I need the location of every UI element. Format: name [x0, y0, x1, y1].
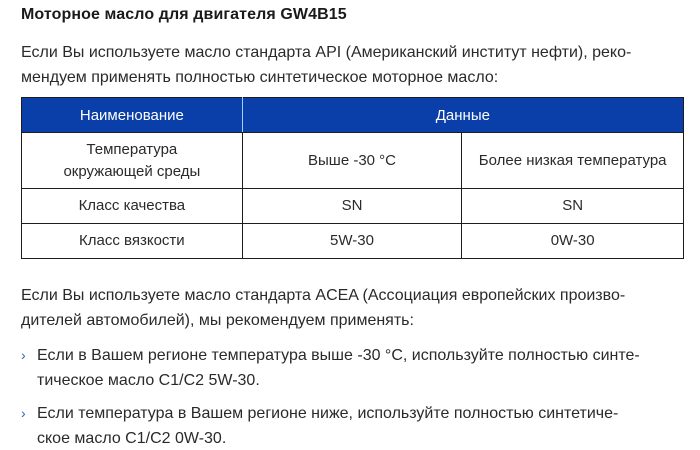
table-row: [22, 224, 684, 259]
api-intro-line-1: Если Вы используете масло стандарта API (Американский институт нефти), реко-: [21, 44, 632, 61]
api-intro-paragraph: [21, 40, 691, 90]
row-label-viscosity: Класс вязкости: [22, 224, 243, 259]
cell-viscosity-above: 5W-30: [242, 224, 462, 259]
cell-viscosity-lower: 0W-30: [462, 224, 684, 259]
header-name: Наименование: [22, 98, 243, 133]
acea-intro-paragraph: [21, 283, 691, 333]
cell-temp-above: Выше -30 °C: [242, 133, 462, 189]
table-header-row: [22, 98, 684, 133]
table-row: [22, 189, 684, 224]
list-item: [21, 401, 691, 450]
row-label-quality: Класс качества: [22, 189, 243, 224]
oil-spec-table: [21, 97, 684, 259]
header-data: Данные: [242, 98, 683, 133]
chevron-right-icon: ›: [21, 405, 26, 421]
bullet-1-line-1: Если в Вашем регионе температура выше -30 °C, используйте полностью синте-: [37, 347, 640, 364]
acea-intro-line-1: Если Вы используете масло стандарта ACEA (Ассоциация европейских произво-: [21, 287, 626, 304]
table-row: [22, 133, 684, 189]
page-title: Моторное масло для двигателя GW4B15: [21, 6, 347, 23]
api-intro-line-2: мендуем применять полностью синтетическое моторное масло:: [21, 69, 499, 86]
list-item: [21, 343, 691, 393]
cell-temp-lower: Более низкая температура: [462, 133, 684, 189]
chevron-right-icon: ›: [21, 347, 26, 363]
row-label-temperature: Температура окружающей среды: [22, 133, 243, 189]
cell-quality-above: SN: [242, 189, 462, 224]
bullet-2-line-2: ское масло C1/C2 0W-30.: [37, 430, 227, 447]
acea-intro-line-2: дителей автомобилей), мы рекомендуем применять:: [21, 312, 414, 329]
cell-quality-lower: SN: [462, 189, 684, 224]
bullet-1-line-2: тическое масло C1/C2 5W-30.: [37, 372, 260, 389]
bullet-2-line-1: Если температура в Вашем регионе ниже, используйте полностью синтетиче-: [37, 405, 619, 422]
